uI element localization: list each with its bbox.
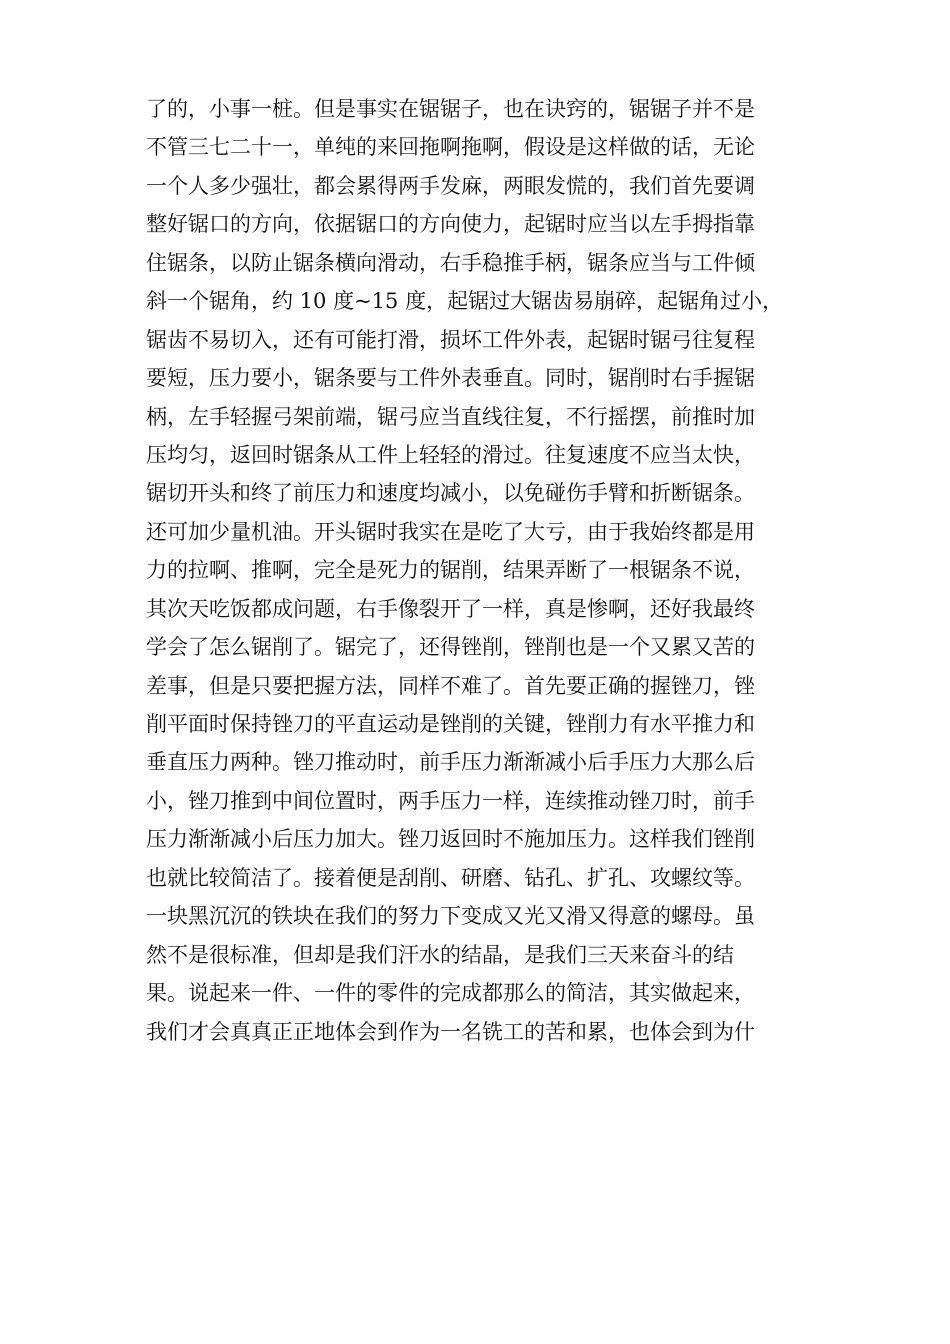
text-line: 压力渐渐减小后压力加大。锉刀返回时不施加压力。这样我们锉削 bbox=[146, 827, 755, 852]
text-line: 差事，但是只要把握方法，同样不难了。首先要正确的握锉刀，锉 bbox=[146, 673, 755, 698]
text-line: 锯齿不易切入，还有可能打滑，损坏工件外表，起锯时锯弓往复程 bbox=[146, 327, 755, 352]
text-line: 不管三七二十一，单纯的来回拖啊拖啊，假设是这样做的话，无论 bbox=[146, 135, 755, 160]
text-line: 然不是很标准，但却是我们汗水的结晶，是我们三天来奋斗的结 bbox=[146, 942, 734, 967]
text-line: 削平面时保持锉刀的平直运动是锉削的关键，锉削力有水平推力和 bbox=[146, 712, 755, 736]
text-line: 也就比较简洁了。接着便是刮削、研磨、钻孔、扩孔、攻螺纹等。 bbox=[146, 865, 755, 890]
text-line: 住锯条，以防止锯条横向滑动，右手稳推手柄，锯条应当与工件倾 bbox=[146, 250, 755, 275]
text-line: 锯切开头和终了前压力和速度均减小，以免碰伤手臂和折断锯条。 bbox=[146, 481, 755, 506]
text-line: 压均匀，返回时锯条从工件上轻轻的滑过。往复速度不应当太快， bbox=[146, 442, 755, 467]
text-line: 柄，左手轻握弓架前端，锯弓应当直线往复，不行摇摆，前推时加 bbox=[146, 404, 755, 429]
text-line: 一块黑沉沉的铁块在我们的努力下变成又光又滑又得意的螺母。虽 bbox=[146, 904, 755, 929]
text-line: 其次天吃饭都成问题，右手像裂开了一样，真是惨啊，还好我最终 bbox=[146, 596, 755, 621]
text-line: 还可加少量机油。开头锯时我实在是吃了大亏，由于我始终都是用 bbox=[146, 519, 755, 544]
text-line: 垂直压力两种。锉刀推动时，前手压力渐渐减小后手压力大那么后 bbox=[146, 750, 755, 775]
text-line: 果。说起来一件、一件的零件的完成都那么的简洁，其实做起来， bbox=[146, 981, 755, 1006]
text-line: 我们才会真真正正地体会到作为一名铣工的苦和累，也体会到为什 bbox=[146, 1019, 755, 1044]
text-line: 一个人多少强壮，都会累得两手发麻，两眼发慌的，我们首先要调 bbox=[146, 173, 755, 198]
text-line: 小，锉刀推到中间位置时，两手压力一样，连续推动锉刀时，前手 bbox=[146, 788, 755, 813]
text-line: 学会了怎么锯削了。锯完了，还得锉削，锉削也是一个又累又苦的 bbox=[146, 635, 755, 660]
body-paragraph bbox=[146, 90, 806, 1051]
text-line: 要短，压力要小，锯条要与工件外表垂直。同时，锯削时右手握锯 bbox=[146, 366, 755, 391]
text-line: 斜一个锯角，约 10 度~15 度，起锯过大锯齿易崩碎，起锯角过小， bbox=[146, 289, 784, 314]
text-line: 力的拉啊、推啊，完全是死力的锯削，结果弄断了一根锯条不说， bbox=[146, 558, 755, 583]
text-line: 了的，小事一桩。但是事实在锯锯子，也在诀窍的，锯锯子并不是 bbox=[146, 97, 755, 121]
text-line: 整好锯口的方向，依据锯口的方向使力，起锯时应当以左手拇指靠 bbox=[146, 212, 755, 237]
